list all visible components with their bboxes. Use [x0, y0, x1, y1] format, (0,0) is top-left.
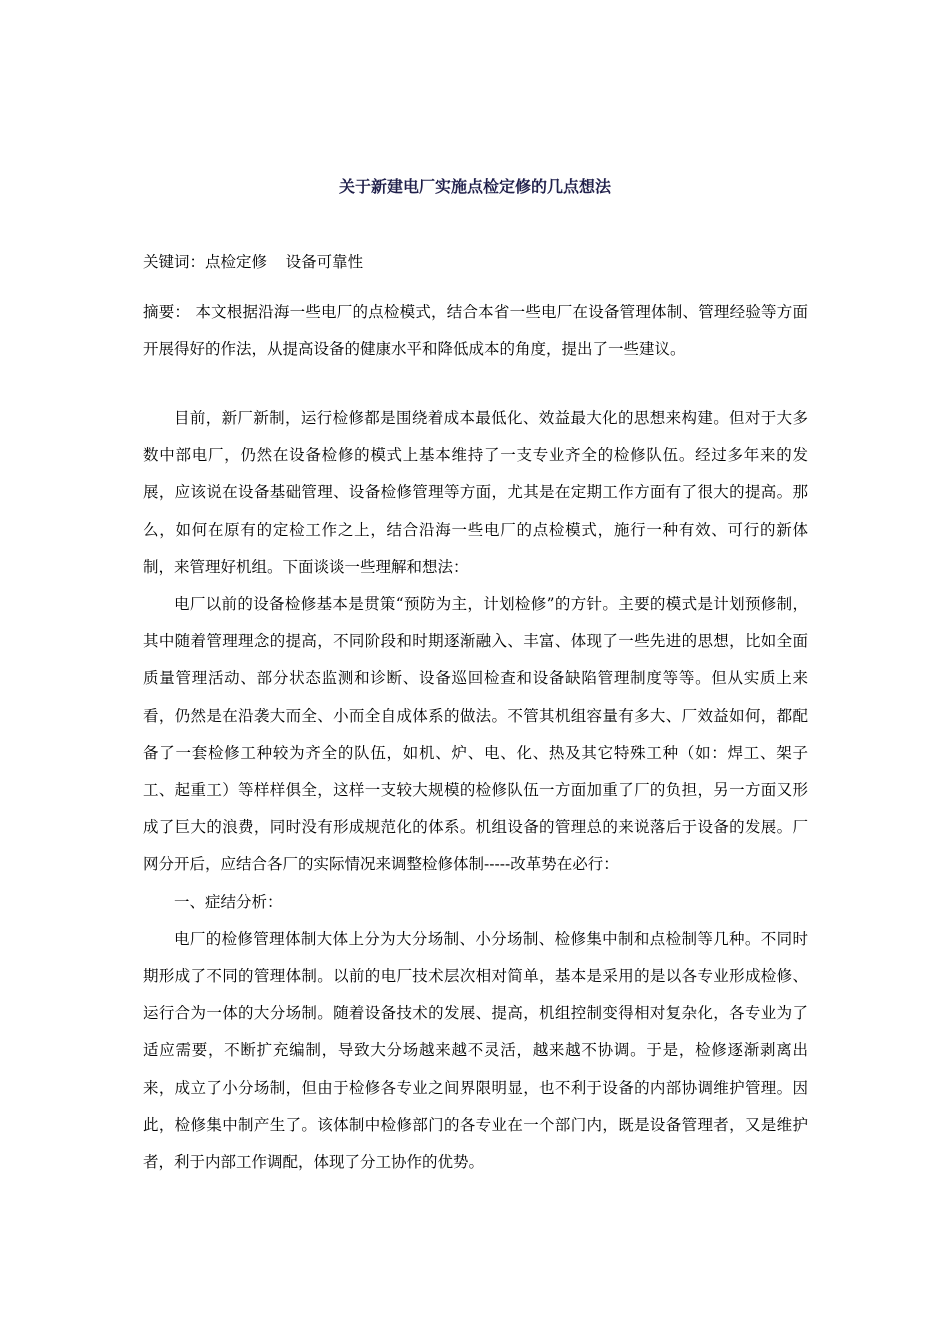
keywords-line [143, 244, 808, 281]
paragraph: 目前，新厂新制，运行检修都是围绕着成本最低化、效益最大化的思想来构建。但对于大多数中部电厂，仍然在设备检修的模式上基本维持了一支专业齐全的检修队伍。经过多年来的发展，应该说在设备基础管理、设备检修管理等方面，尤其是在定期工作方面有了很大的提高。那么，如何在原有的定检工作之上，结合沿海一些电厂的点检模式，施行一种有效、可行的新体制，来管理好机组。下面谈谈一些理解和想法： [143, 409, 808, 576]
paragraph: 电厂以前的设备检修基本是贯策“预防为主，计划检修”的方针。主要的模式是计划预修制，其中随着管理理念的提高，不同阶段和时期逐渐融入、丰富、体现了一些先进的思想，比如全面质量管理活动、部分状态监测和诊断、设备巡回检查和设备缺陷管理制度等等。但从实质上来看，仍然是在沿袭大而全、小而全自成体系的做法。不管其机组容量有多大、厂效益如何，都配备了一套检修工种较为齐全的队伍，如机、炉、电、化、热及其它特殊工种（如：焊工、架子工、起重工）等样样俱全，这样一支较大规模的检修队伍一方面加重了厂的负担，另一方面又形成了巨大的浪费，同时没有形成规范化的体系。机组设备的管理总的来说落后于设备的发展。厂网分开后，应结合各厂的实际情况来调整检修体制-----改革势在必行： [143, 595, 808, 874]
abstract [143, 294, 808, 368]
paragraph: 电厂的检修管理体制大体上分为大分场制、小分场制、检修集中制和点检制等几种。不同时期形成了不同的管理体制。以前的电厂技术层次相对简单，基本是采用的是以各专业形成检修、运行合为一体的大分场制。随着设备技术的发展、提高，机组控制变得相对复杂化，各专业为了适应需要，不断扩充编制，导致大分场越来越不灵活，越来越不协调。于是，检修逐渐剥离出来，成立了小分场制，但由于检修各专业之间界限明显，也不利于设备的内部协调维护管理。因此，检修集中制产生了。该体制中检修部门的各专业在一个部门内，既是设备管理者，又是维护者，利于内部工作调配，体现了分工协作的优势。 [143, 929, 808, 1172]
abstract-text: 本文根据沿海一些电厂的点检模式，结合本省一些电厂在设备管理体制、管理经验等方面开展得好的作法，从提高设备的健康水平和降低成本的角度，提出了一些建议。 [143, 303, 808, 359]
keyword-item: 点检定修 [205, 253, 268, 271]
section-heading: 一、症结分析： [174, 892, 283, 911]
document-body [143, 400, 808, 1181]
keyword-item: 设备可靠性 [285, 253, 364, 271]
document-title: 关于新建电厂实施点检定修的几点想法 [338, 177, 611, 196]
keywords-label: 关键词： [143, 253, 206, 271]
abstract-label: 摘要： [143, 303, 191, 321]
